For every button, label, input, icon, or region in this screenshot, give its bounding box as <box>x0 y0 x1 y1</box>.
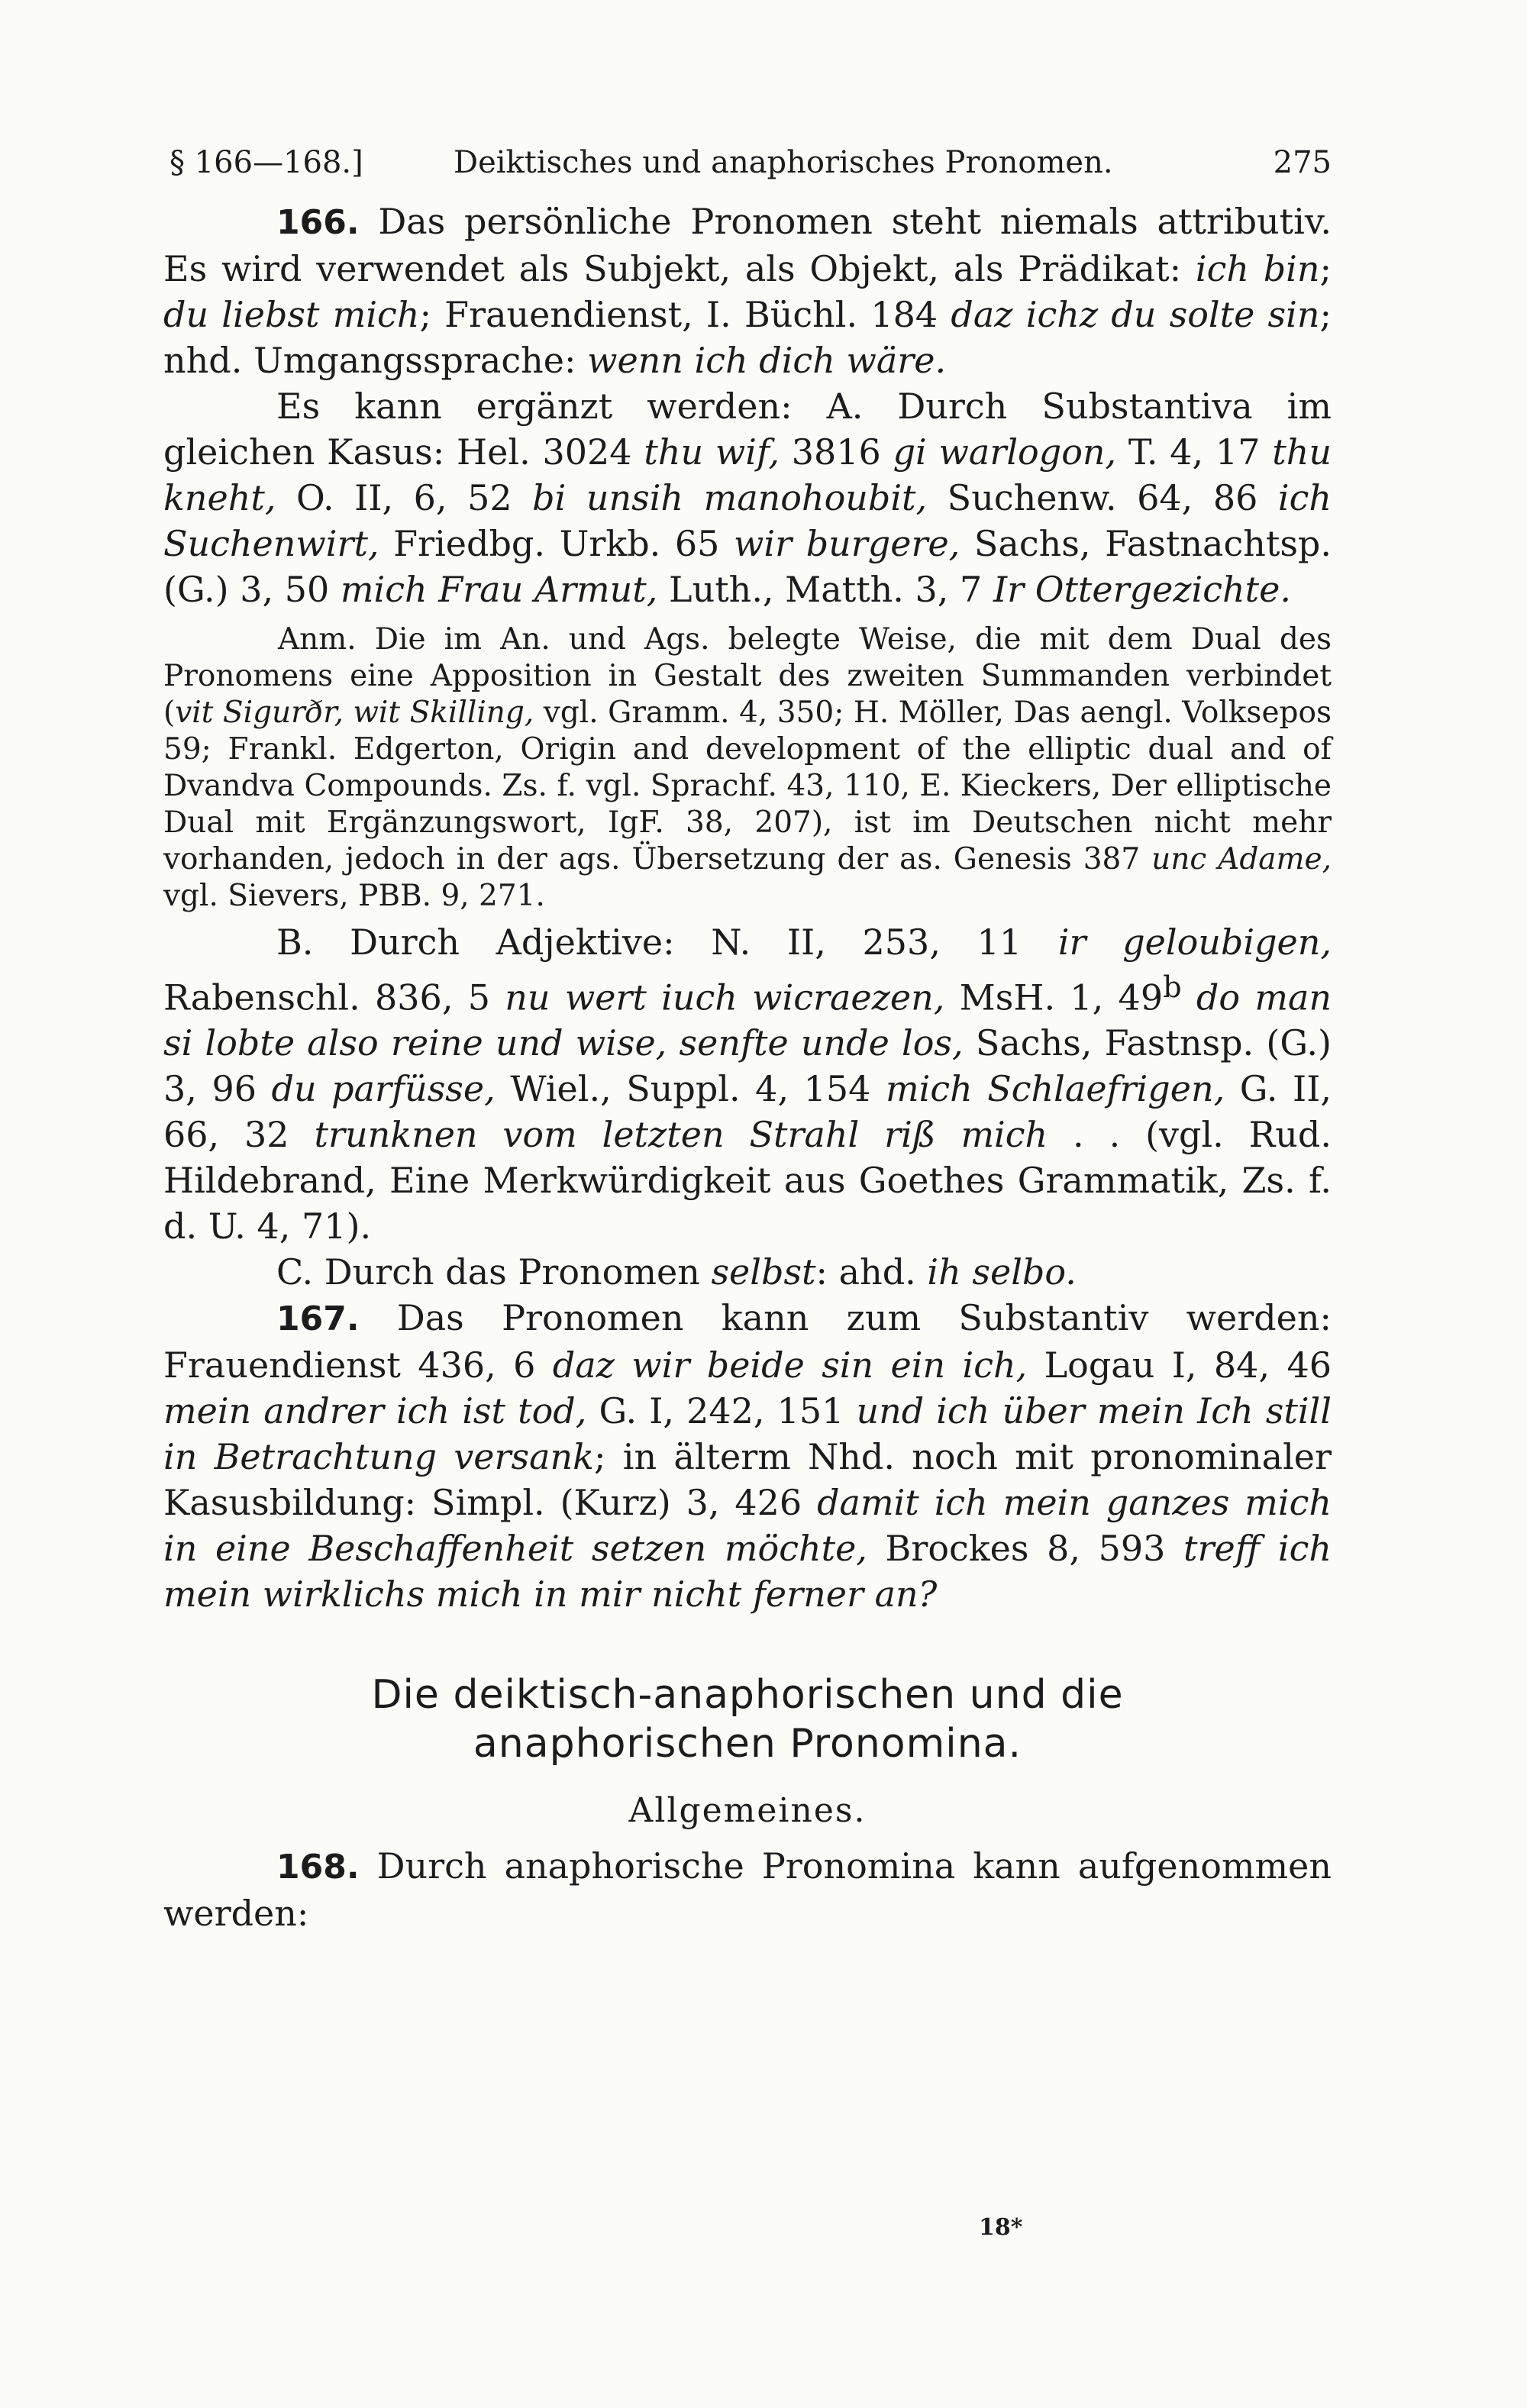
section-range: § 166—168.] <box>169 145 363 180</box>
running-title: Deiktisches und anaphorisches Pronomen. <box>454 145 1113 180</box>
signature-mark: 18* <box>979 2214 1023 2241</box>
page <box>163 145 1332 1936</box>
section-heading: Die deiktisch-anaphorischen und die anaphorischen Pronomina. <box>371 1672 1124 1767</box>
paragraph-166-a: Es kann ergänzt werden: A. Durch Substantiva im gleichen Kasus: Hel. 3024 thu wif, 3816 gi warlogon, T. 4, 17 thu kneht, O. II, 6, 52 bi unsih manohoubit, Suchenw. 64, 86 ich Suchenwirt, Friedbg. Urkb. 65 wir burgere, Sachs, Fastnachtsp. (G.) 3, 50 mich Frau Armut, Luth., Matth. 3, 7 Ir Ottergezichte. <box>163 386 1332 610</box>
section-number-166: 166. <box>276 203 360 242</box>
paragraph-166: 166. Das persönliche Pronomen steht niemals attributiv. Es wird verwendet als Subjekt, als Objekt, als Prädikat: ich bin; du liebst mich; Frauendienst, I. Büchl. 184 daz ichz du solte sin; nhd. Umgangssprache: wenn ich dich wäre. <box>163 201 1332 381</box>
paragraph-166-b: B. Durch Adjektive: N. II, 253, 11 ir geloubigen, Rabenschl. 836, 5 nu wert iuch wicraezen, MsH. 1, 49$^b$ do man si lobte also reine und wise, senfte unde los, Sachs, Fastnsp. (G.) 3, 96 du parfüsse, Wiel., Suppl. 4, 154 mich Schlaefrigen, G. II, 66, 32 trunknen vom letzten Strahl riß mich . . (vgl. Rud. Hildebrand, Eine Merkwürdigkeit aus Goethes Grammatik, Zs. f. d. U. 4, 71). <box>163 922 1332 1248</box>
subheading: Allgemeines. <box>628 1791 867 1831</box>
running-header <box>163 145 1332 199</box>
paragraph-166-c: C. Durch das Pronomen selbst: ahd. ih selbo. <box>276 1251 1077 1293</box>
page-number: 275 <box>1273 145 1332 180</box>
section-number-168: 168. <box>276 1848 360 1887</box>
main-text <box>163 199 1332 1936</box>
paragraph-168: 168. Durch anaphorische Pronomina kann aufgenommen werden: <box>163 1845 1332 1935</box>
section-number-167: 167. <box>276 1299 360 1339</box>
paragraph-167: 167. Das Pronomen kann zum Substantiv werden: Frauendienst 436, 6 daz wir beide sin ein ich, Logau I, 84, 46 mein andrer ich ist tod, G. I, 242, 151 und ich über mein Ich still in Betrachtung versank; in älterm Nhd. noch mit pronominaler Kasusbildung: Simpl. (Kurz) 3, 426 damit ich mein ganzes mich in eine Beschaffenheit setzen möchte, Brockes 8, 593 treff ich mein wirklichs mich in mir nicht ferner an? <box>163 1297 1332 1616</box>
annotation-note: Anm. Die im An. und Ags. belegte Weise, die mit dem Dual des Pronomens eine Apposition in Gestalt des zweiten Summanden verbindet (vit Sigurðr, wit Skilling, vgl. Gramm. 4, 350; H. Möller, Das aengl. Volksepos 59; Frankl. Edgerton, Origin and development of the elliptic dual and of Dvandva Compounds. Zs. f. vgl. Sprachf. 43, 110, E. Kieckers, Der elliptische Dual mit Ergänzungswort, IgF. 38, 207), ist im Deutschen nicht mehr vorhanden, jedoch in der ags. Übersetzung der as. Genesis 387 unc Adame, vgl. Sievers, PBB. 9, 271. <box>163 622 1332 913</box>
